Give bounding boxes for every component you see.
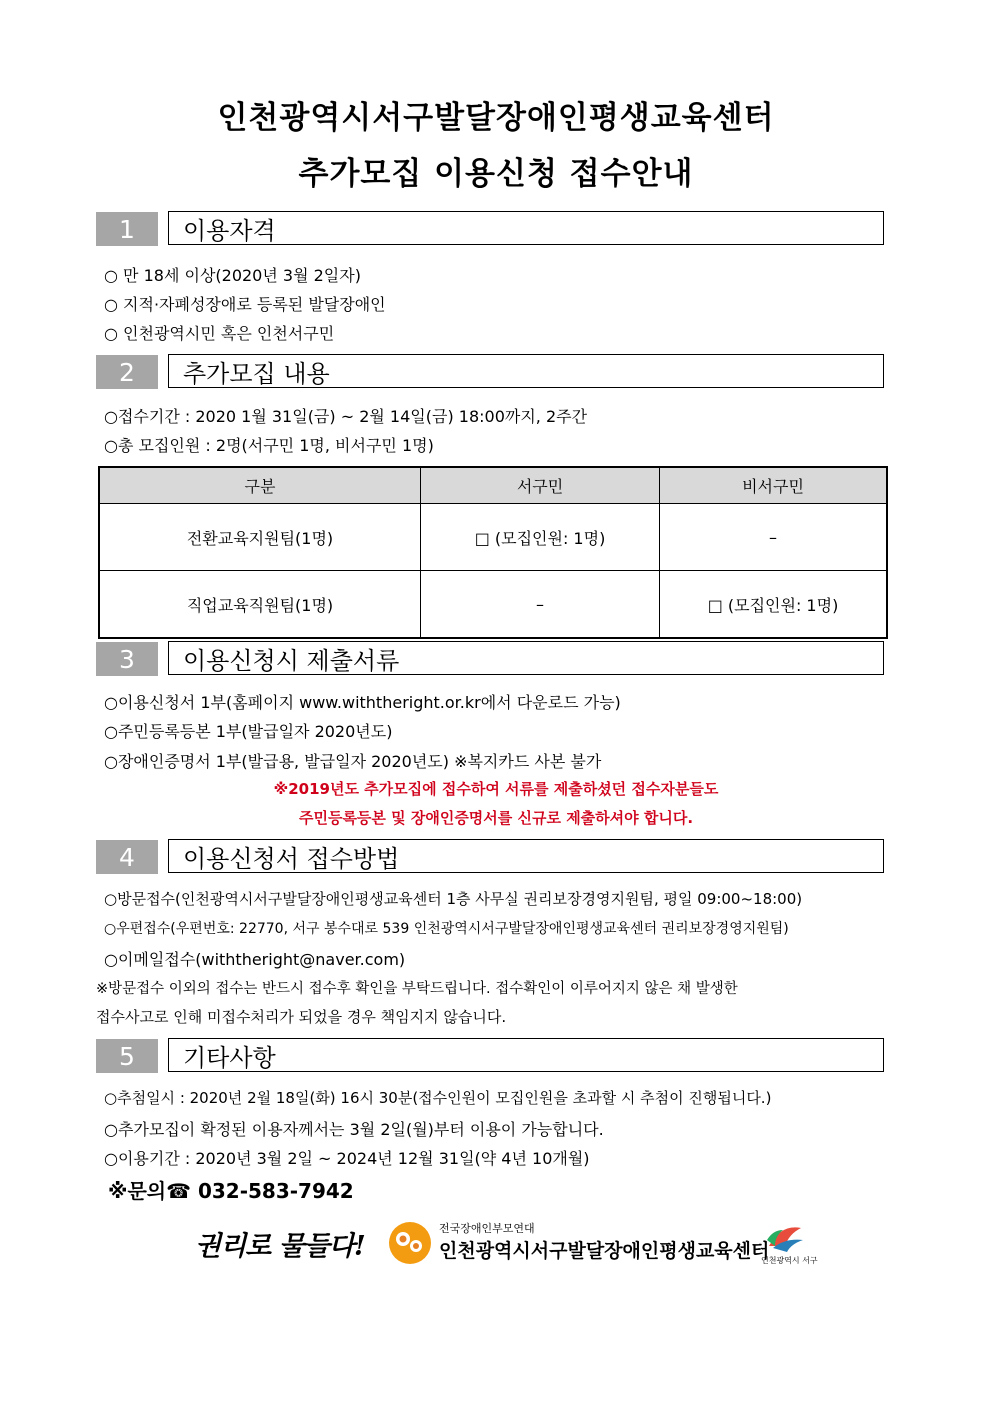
list-item: ○장애인증명서 1부(발급용, 발급일자 2020년도) ※복지카드 사본 불가 [104, 752, 602, 771]
org-small-label: 전국장애인부모연대 [439, 1222, 535, 1235]
table-header-row [99, 467, 887, 504]
table-cell: 직업교육직원팀(1명) [99, 571, 421, 639]
gov-label: 인천광역시 서구 [761, 1256, 818, 1265]
section-4-number: 4 [96, 840, 158, 874]
list-item: ○추첨일시 : 2020년 2월 18일(화) 16시 30분(접수인원이 모집인원을 초과할 시 추첨이 진행됩니다.) [104, 1089, 772, 1107]
parents-association-logo-icon [385, 1220, 435, 1266]
slogan-logo: 권리로 물들다! [195, 1231, 365, 1262]
section-4-title: 이용신청서 접수방법 [168, 839, 884, 873]
org-name-logo: 인천광역시서구발달장애인평생교육센터 [439, 1240, 770, 1262]
table-row [99, 504, 887, 571]
list-item: ○ 지적·자폐성장애로 등록된 발달장애인 [104, 295, 386, 314]
section-1-title: 이용자격 [168, 211, 884, 245]
seo-gu-emblem-icon [763, 1220, 807, 1254]
table-cell: – [660, 504, 888, 571]
page-title-line2: 추가모집 이용신청 접수안내 [298, 156, 694, 192]
table-cell: 전환교육지원팀(1명) [99, 504, 421, 571]
list-item: ○이용신청서 1부(홈페이지 www.withtheright.or.kr에서 다운로드 가능) [104, 693, 621, 712]
note-text-line1: ※방문접수 이외의 접수는 반드시 접수후 확인을 부탁드립니다. 접수확인이 이루어지지 않은 채 발생한 [96, 981, 738, 997]
table-cell: □ (모집인원: 1명) [421, 504, 660, 571]
list-item: ○추가모집이 확정된 이용자께서는 3월 2일(월)부터 이용이 가능합니다. [104, 1120, 604, 1139]
table-header-cell: 구분 [99, 467, 421, 504]
table-header-cell: 서구민 [421, 467, 660, 504]
notice-text-line2: 주민등록등본 및 장애인증명서를 신규로 제출하셔야 합니다. [298, 809, 694, 827]
section-1-number: 1 [96, 212, 158, 246]
section-5-number: 5 [96, 1039, 158, 1073]
list-item: ○이메일접수(withtheright@naver.com) [104, 950, 406, 969]
contact-phone: ※문의☎ 032-583-7942 [108, 1179, 354, 1203]
notice-text-line1: ※2019년도 추가모집에 접수하여 서류를 제출하셨던 접수자분들도 [273, 780, 719, 798]
table-cell: □ (모집인원: 1명) [660, 571, 888, 639]
list-item: ○우편접수(우편번호: 22770, 서구 봉수대로 539 인천광역시서구발달장애인평생교육센터 권리보장경영지원팀) [104, 921, 789, 937]
section-3-title: 이용신청시 제출서류 [168, 641, 884, 675]
table-row [99, 571, 887, 639]
footer-logos [195, 1218, 818, 1268]
page-title-line1: 인천광역시서구발달장애인평생교육센터 [217, 100, 775, 136]
note-text-line2: 접수사고로 인해 미접수처리가 되었을 경우 책임지지 않습니다. [96, 1008, 507, 1026]
list-item: ○이용기간 : 2020년 3월 2일 ~ 2024년 12월 31일(약 4년 10개월) [104, 1149, 590, 1168]
recruitment-table [98, 466, 888, 639]
section-2-number: 2 [96, 355, 158, 389]
table-header-cell: 비서구민 [660, 467, 888, 504]
section-5-title: 기타사항 [168, 1038, 884, 1072]
list-item: ○총 모집인원 : 2명(서구민 1명, 비서구민 1명) [104, 436, 434, 455]
list-item: ○ 인천광역시민 혹은 인천서구민 [104, 324, 335, 343]
list-item: ○주민등록등본 1부(발급일자 2020년도) [104, 722, 393, 741]
section-2-title: 추가모집 내용 [168, 354, 884, 388]
list-item: ○방문접수(인천광역시서구발달장애인평생교육센터 1층 사무실 권리보장경영지원팀, 평일 09:00~18:00) [104, 890, 803, 908]
table-cell: – [421, 571, 660, 639]
section-3-number: 3 [96, 642, 158, 676]
list-item: ○접수기간 : 2020 1월 31일(금) ~ 2월 14일(금) 18:00까지, 2주간 [104, 407, 588, 426]
list-item: ○ 만 18세 이상(2020년 3월 2일자) [104, 266, 361, 285]
